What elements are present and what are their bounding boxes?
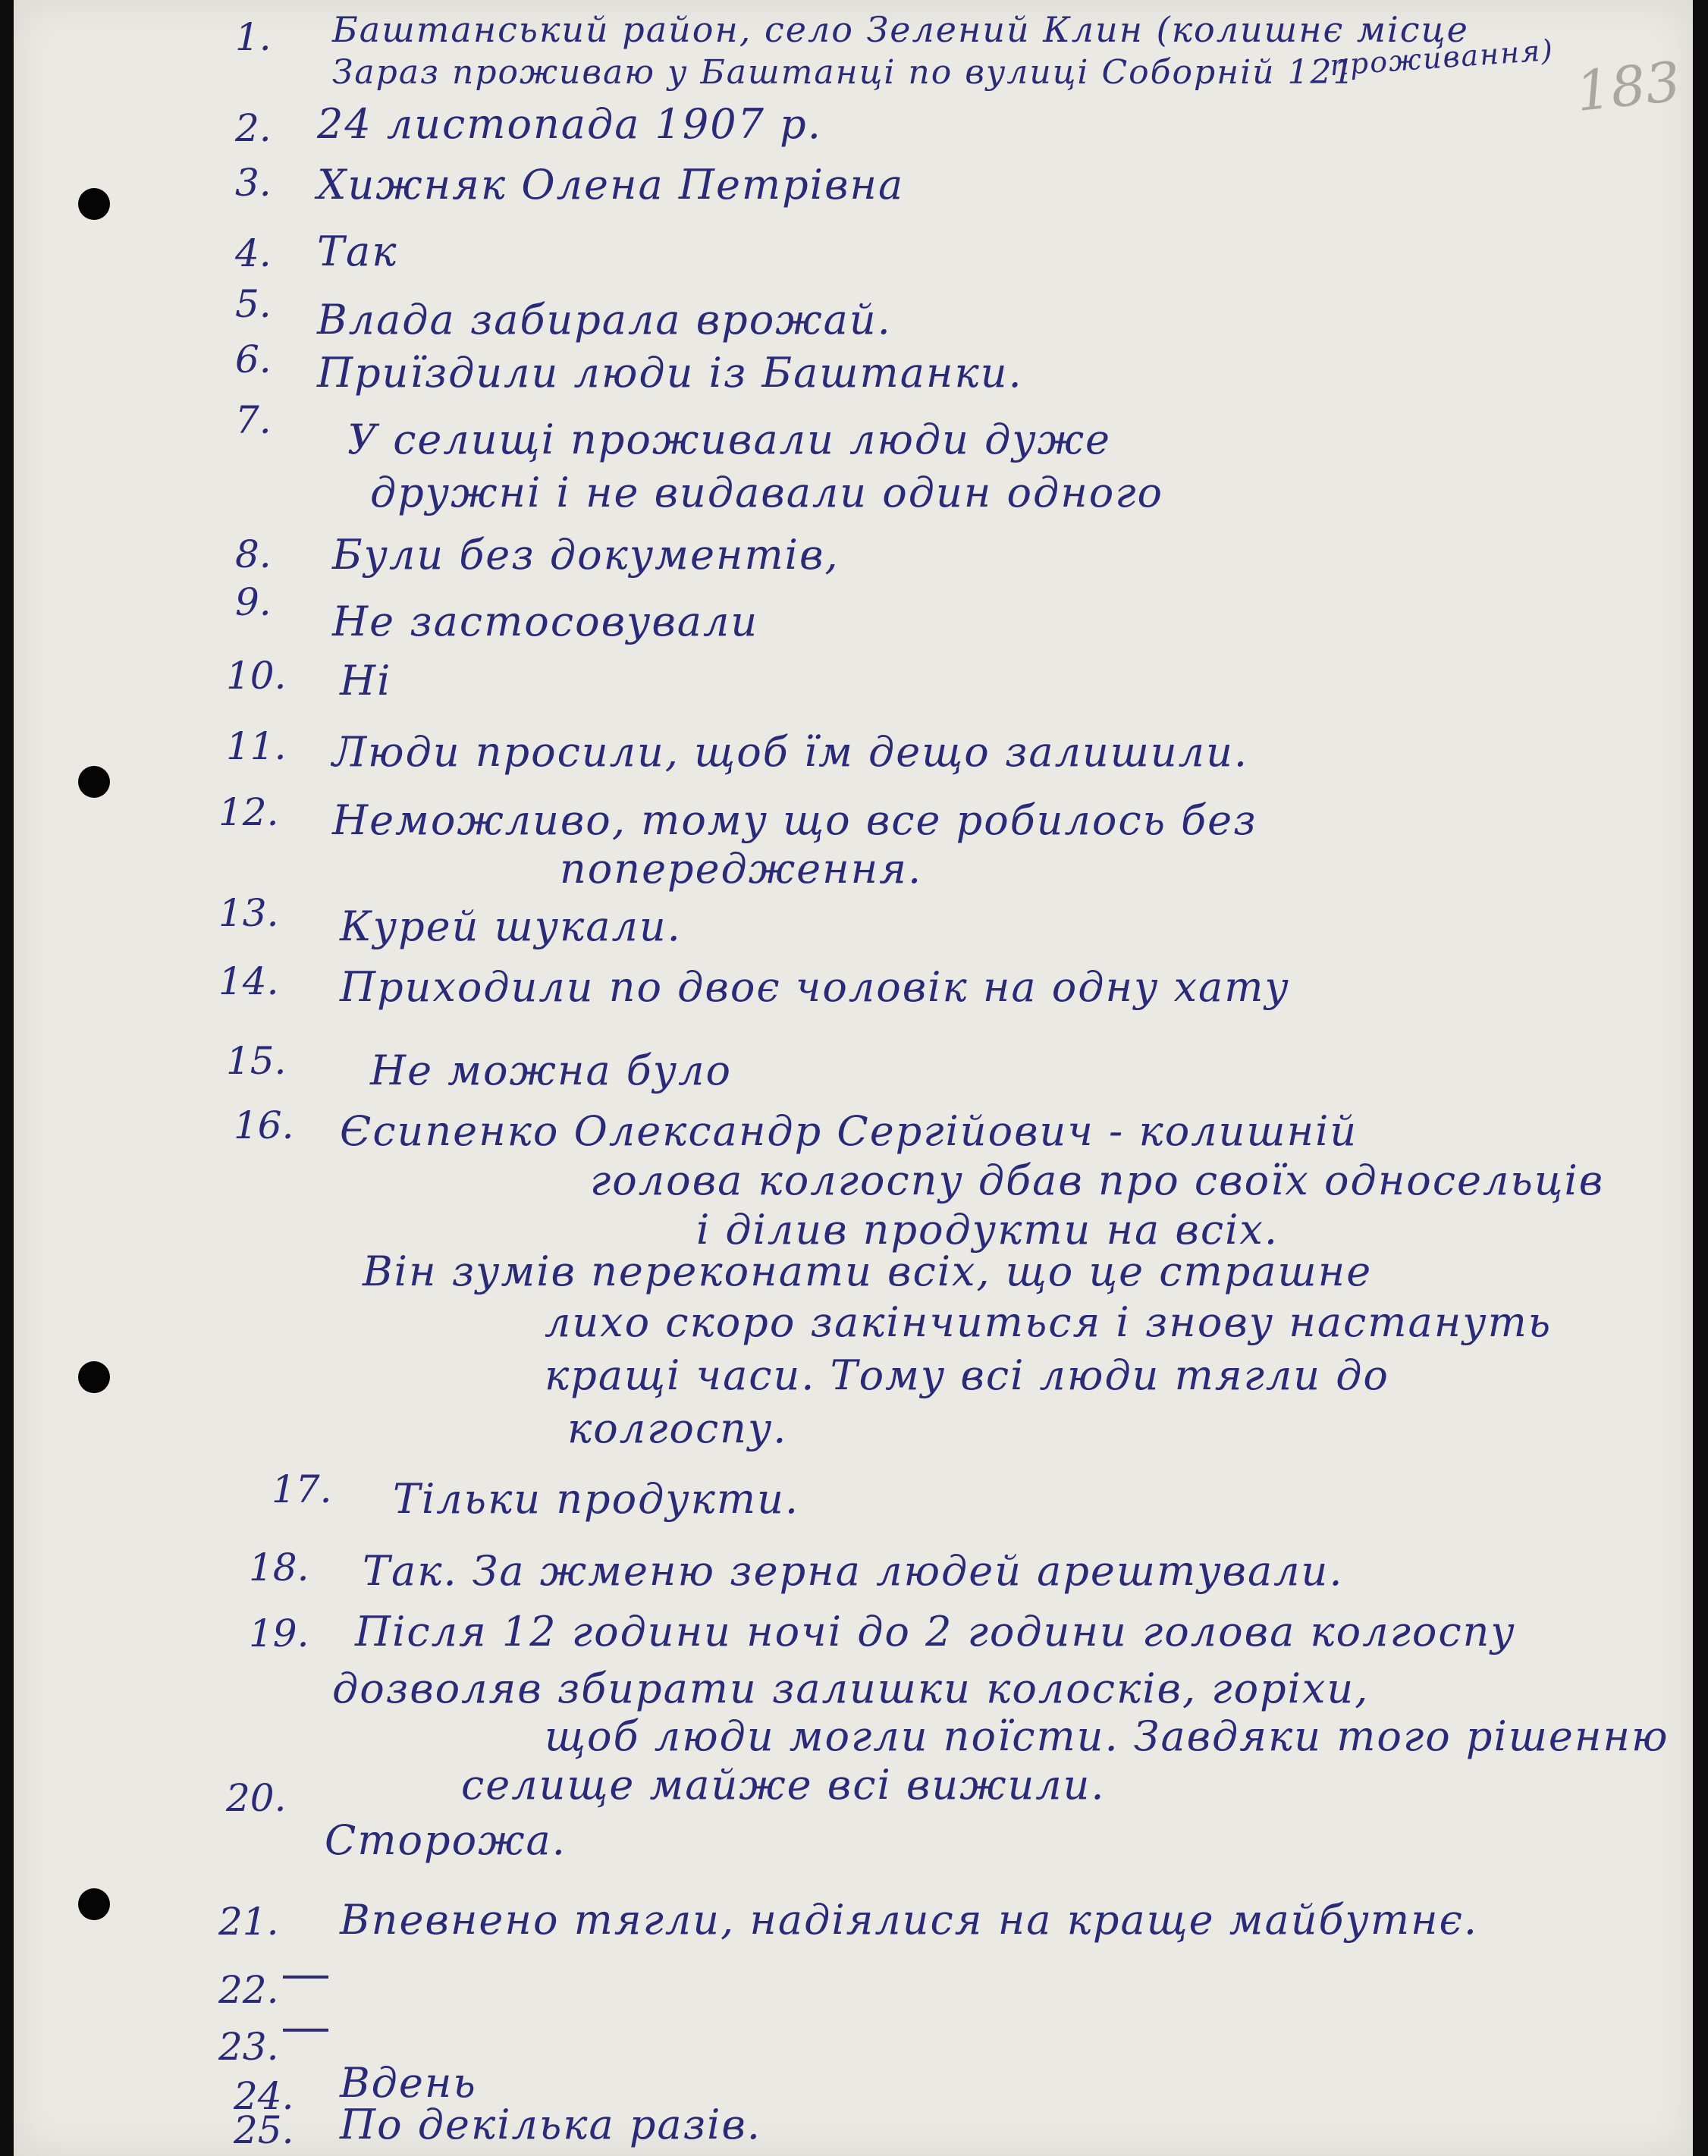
- answer-line: Люди просили, щоб їм дещо залишили.: [332, 728, 1249, 776]
- answer-number: 16.: [234, 1103, 294, 1147]
- answer-line: Не застосовували: [332, 598, 759, 645]
- punch-hole: [78, 1888, 110, 1920]
- answer-line: лихо скоро закінчиться і знову настануть: [545, 1298, 1553, 1346]
- answer-line: Приїздили люди із Баштанки.: [317, 349, 1023, 397]
- answer-number: 6.: [235, 337, 272, 381]
- answer-line: Зараз проживаю у Баштанці по вулиці Соборній 121: [332, 53, 1356, 92]
- answer-number: 15.: [226, 1039, 287, 1083]
- answer-line: проживання): [1328, 33, 1556, 83]
- answer-line: Неможливо, тому що все робилось без: [332, 796, 1257, 844]
- punch-hole: [78, 1361, 110, 1393]
- answer-line: Не можна було: [370, 1047, 732, 1094]
- answer-line: кращі часи. Тому всі люди тягли до: [545, 1351, 1389, 1399]
- answer-line: Тільки продукти.: [393, 1475, 800, 1523]
- answer-line: У селищі проживали люди дуже: [347, 416, 1111, 463]
- answer-line: дружні і не видавали один одного: [370, 469, 1164, 516]
- answer-line: Після 12 години ночі до 2 години голова колгоспу: [355, 1608, 1516, 1655]
- answer-number: 4.: [235, 231, 272, 275]
- answer-line: селище майже всі вижили.: [461, 1761, 1106, 1809]
- answer-line: Єсипенко Олександр Сергійович - колишній: [340, 1107, 1358, 1155]
- answer-line: Баштанський район, село Зелений Клин (колишнє місце: [332, 9, 1469, 50]
- answer-line: Були без документів,: [332, 531, 840, 579]
- answer-number: 13.: [218, 891, 279, 935]
- answer-line: Так: [317, 228, 398, 275]
- answer-line: і ділив продукти на всіх.: [696, 1206, 1279, 1254]
- document-page: [14, 0, 1693, 2156]
- answer-number: 10.: [226, 654, 287, 698]
- answer-line: Впевнено тягли, надіялися на краще майбутнє.: [340, 1896, 1479, 1944]
- answer-line: Хижняк Олена Петрівна: [317, 161, 905, 209]
- answer-number: 8.: [235, 532, 272, 576]
- answer-number: 12.: [218, 790, 279, 834]
- answer-number: 19.: [249, 1612, 309, 1655]
- answer-line: Ні: [340, 657, 392, 705]
- punch-hole: [78, 188, 110, 220]
- answer-line: Сторожа.: [325, 1816, 567, 1864]
- punch-hole: [78, 766, 110, 798]
- answer-number: 3.: [235, 161, 272, 205]
- answer-number: 17.: [272, 1467, 332, 1511]
- answer-line: Приходили по двоє чоловік на одну хату: [340, 963, 1290, 1011]
- answer-line: По декілька разів.: [340, 2101, 761, 2148]
- empty-answer-dash: [283, 1976, 328, 1979]
- answer-number: 2.: [235, 106, 272, 150]
- answer-number: 7.: [235, 398, 272, 442]
- answer-number: 9.: [235, 580, 272, 624]
- answer-line: дозволяв збирати залишки колосків, горіхи,: [332, 1665, 1370, 1712]
- answer-number: 18.: [249, 1546, 309, 1590]
- answer-line: колгоспу.: [567, 1404, 788, 1452]
- answer-line: щоб люди могли поїсти. Завдяки того рішенню: [545, 1712, 1669, 1760]
- answer-line: голова колгоспу дбав про своїх односельців: [590, 1156, 1605, 1204]
- answer-line: Курей шукали.: [340, 902, 682, 950]
- page-number: 183: [1572, 49, 1684, 124]
- empty-answer-dash: [283, 2029, 328, 2032]
- answer-line: Вдень: [340, 2059, 477, 2107]
- answer-line: попередження.: [560, 845, 923, 893]
- answer-number: 24.: [234, 2074, 294, 2118]
- answer-number: 25.: [234, 2108, 294, 2152]
- answer-number: 14.: [218, 959, 279, 1003]
- answer-number: 20.: [226, 1776, 287, 1820]
- answer-line: Так. За жменю зерна людей арештували.: [363, 1547, 1344, 1595]
- answer-number: 5.: [235, 282, 272, 326]
- answer-line: Влада забирала врожай.: [317, 296, 892, 344]
- answer-number: 1.: [235, 15, 272, 59]
- answer-number: 21.: [218, 1900, 279, 1944]
- answer-line: Він зумів переконати всіх, що це страшне: [363, 1247, 1373, 1295]
- answer-number: 23.: [218, 2025, 279, 2069]
- answer-number: 22.: [218, 1968, 279, 2012]
- answer-number: 11.: [226, 724, 287, 768]
- answer-line: 24 листопада 1907 р.: [317, 100, 822, 148]
